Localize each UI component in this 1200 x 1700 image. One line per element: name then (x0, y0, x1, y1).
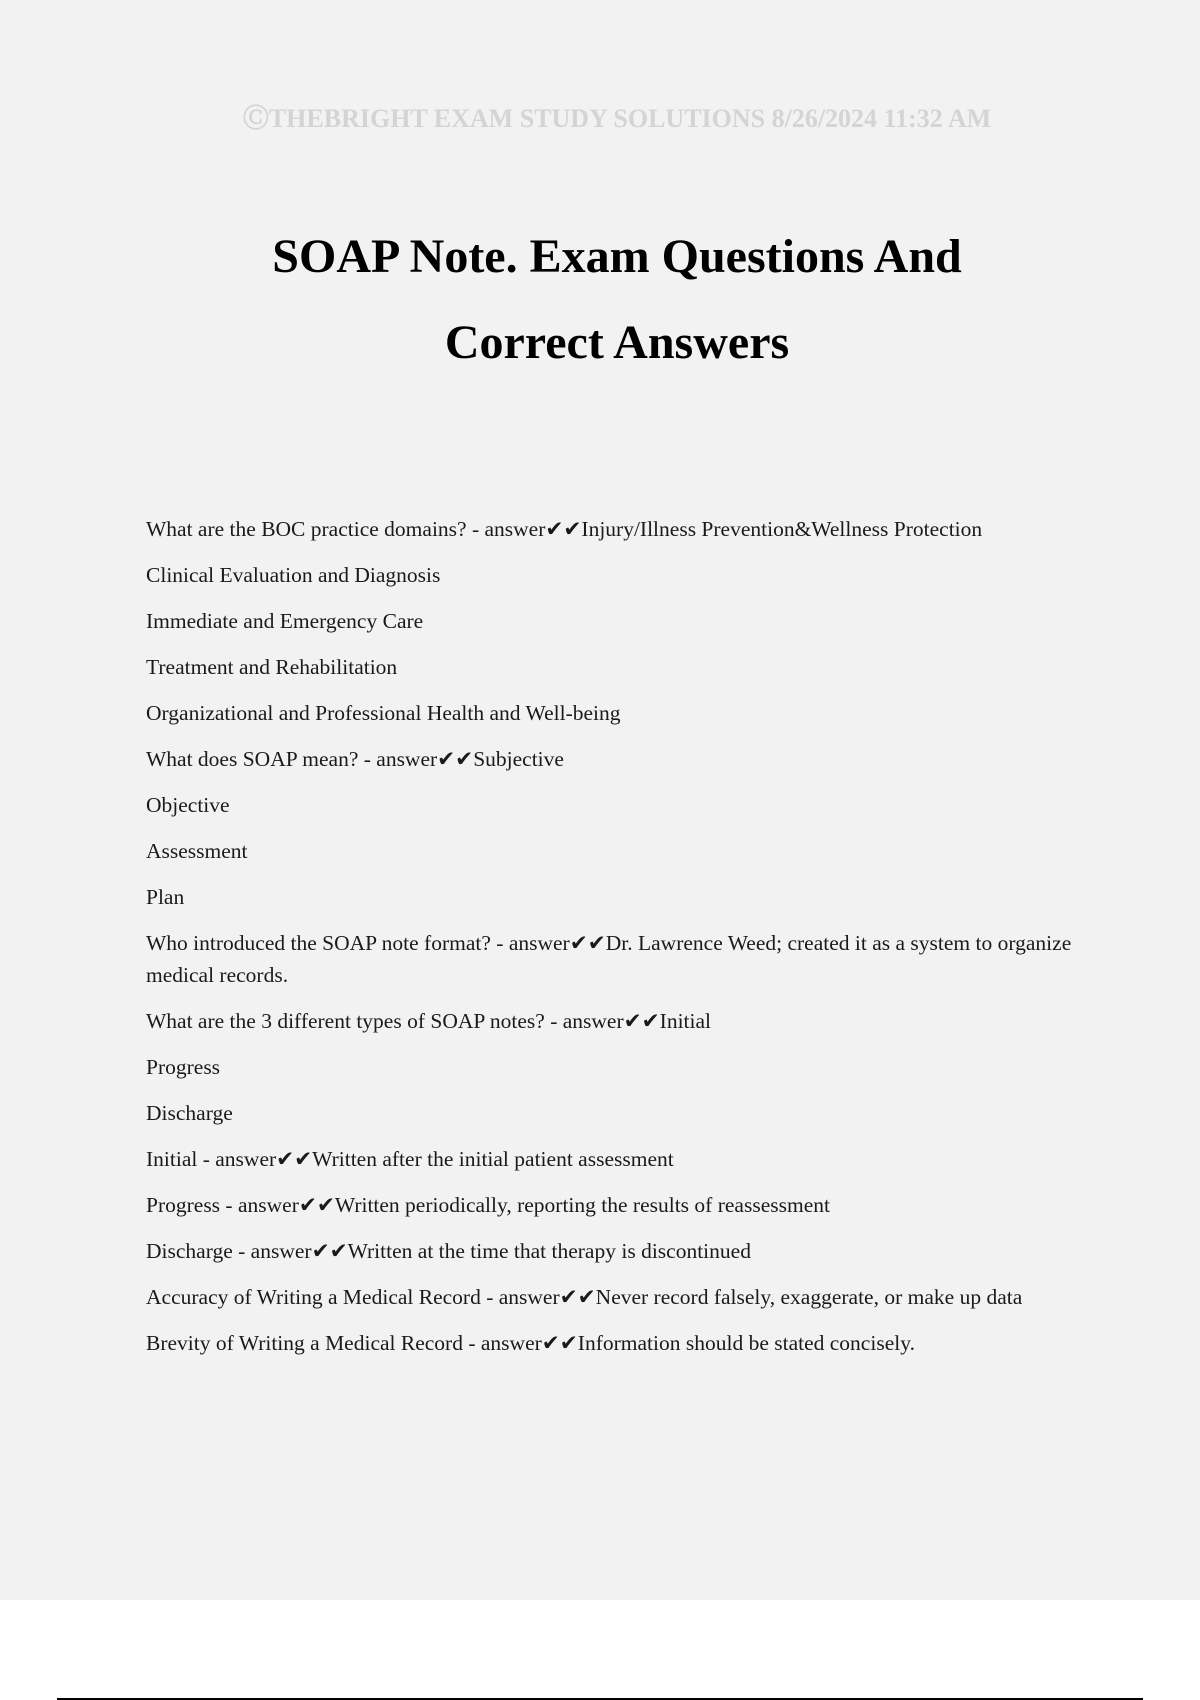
answer-line: Objective (146, 793, 230, 817)
question-accuracy: Accuracy of Writing a Medical Record - answer✔✔Never record falsely, exaggerate, or make up data (146, 1285, 1023, 1309)
qa-content (146, 506, 1096, 1366)
answer-line: Assessment (146, 839, 248, 863)
question-discharge: Discharge - answer✔✔Written at the time that therapy is discontinued (146, 1239, 751, 1263)
question-soap-meaning: What does SOAP mean? - answer✔✔Subjective (146, 747, 564, 771)
watermark: ⒸTHEBRIGHT EXAM STUDY SOLUTIONS 8/26/2024 11:32 AM (242, 104, 992, 133)
question-boc-domains: What are the BOC practice domains? - answer✔✔Injury/Illness Prevention&Wellness Protection (146, 517, 983, 541)
question-soap-introducer: Who introduced the SOAP note format? - answer✔✔Dr. Lawrence Weed; created it as a system to organize medical records. (146, 931, 1072, 987)
question-initial: Initial - answer✔✔Written after the initial patient assessment (146, 1147, 674, 1171)
question-brevity: Brevity of Writing a Medical Record - answer✔✔Information should be stated concisely. (146, 1331, 915, 1355)
answer-line: Clinical Evaluation and Diagnosis (146, 563, 441, 587)
question-soap-types: What are the 3 different types of SOAP notes? - answer✔✔Initial (146, 1009, 712, 1033)
answer-line: Discharge (146, 1101, 233, 1125)
answer-line: Progress (146, 1055, 221, 1079)
answer-line: Plan (146, 885, 185, 909)
document-title (0, 214, 1200, 386)
title-line-2: Correct Answers (444, 316, 790, 369)
title-line-1: SOAP Note. Exam Questions And (272, 230, 962, 283)
question-progress: Progress - answer✔✔Written periodically, reporting the results of reassessment (146, 1193, 830, 1217)
answer-line: Immediate and Emergency Care (146, 609, 424, 633)
answer-line: Organizational and Professional Health and Well-being (146, 701, 621, 725)
answer-line: Treatment and Rehabilitation (146, 655, 398, 679)
